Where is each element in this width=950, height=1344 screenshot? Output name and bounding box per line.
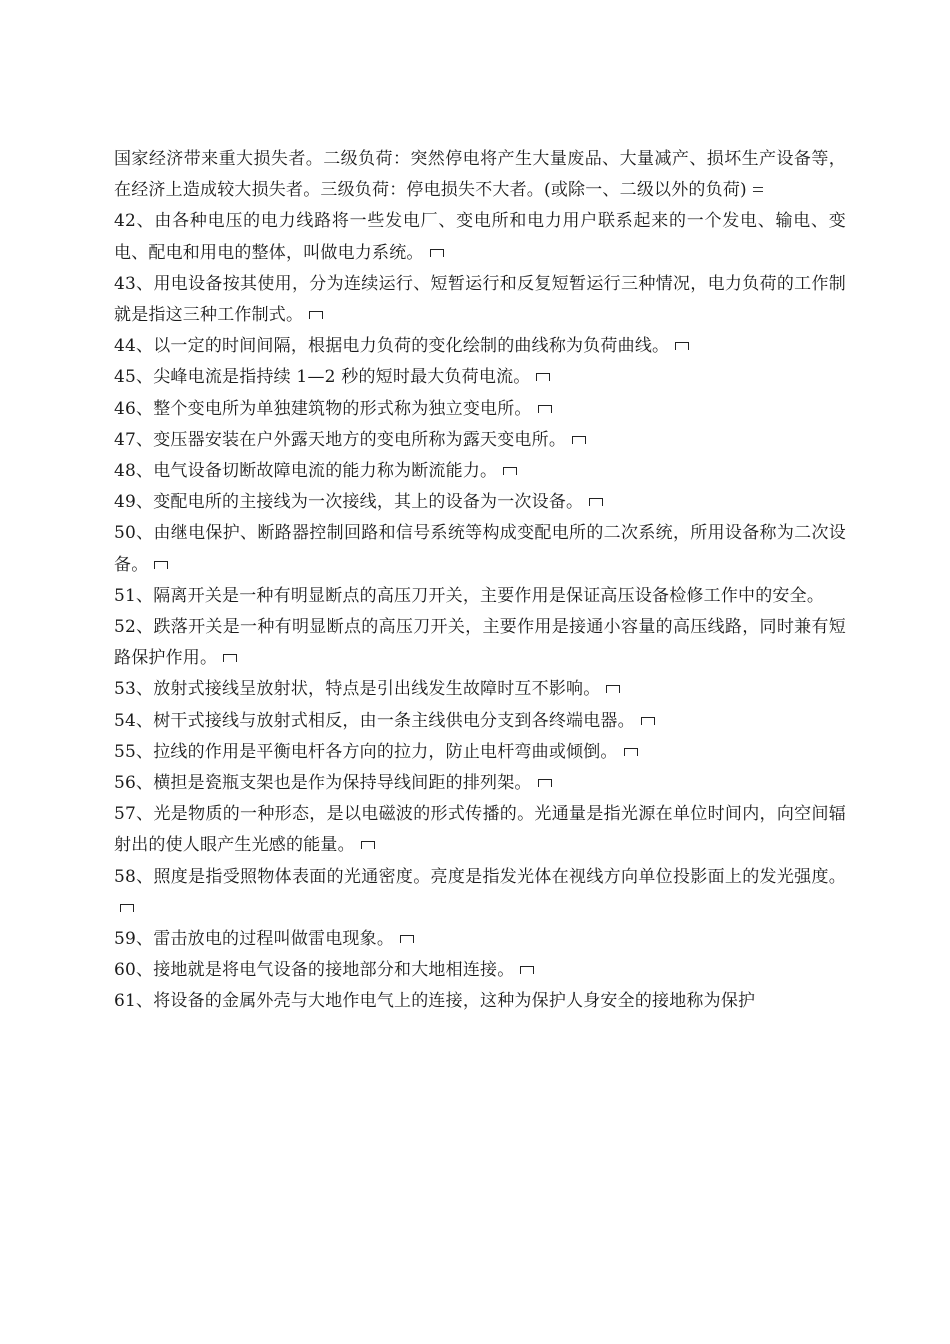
paragraph-mark-icon	[520, 966, 534, 974]
paragraph-mark-icon	[589, 498, 603, 506]
paragraph-53	[114, 674, 846, 705]
paragraph-mark-icon	[751, 185, 763, 193]
paragraph-mark-icon	[606, 685, 620, 693]
paragraph-48	[114, 456, 846, 487]
paragraph-text: 49、变配电所的主接线为一次接线，其上的设备为一次设备。	[114, 492, 584, 513]
paragraph-50	[114, 518, 846, 580]
paragraph-51	[114, 581, 846, 612]
paragraph-text: 60、接地就是将电气设备的接地部分和大地相连接。	[114, 960, 515, 981]
paragraph-text: 61、将设备的金属外壳与大地作电气上的连接，这种为保护人身安全的接地称为保护	[114, 991, 756, 1012]
paragraph-58	[114, 862, 846, 924]
paragraph-mark-icon	[223, 654, 237, 662]
paragraph-mark-icon	[361, 841, 375, 849]
paragraph-text: 59、雷击放电的过程叫做雷电现象。	[114, 929, 395, 950]
paragraph-text: 43、用电设备按其使用，分为连续运行、短暂运行和反复短暂运行三种情况，电力负荷的工作制就是指这三种工作制式。	[114, 273, 846, 326]
paragraph-mark-icon	[538, 779, 552, 787]
paragraph-mark-icon	[154, 561, 168, 569]
paragraph-mark-icon	[572, 436, 586, 444]
paragraph-0	[114, 144, 846, 206]
paragraph-text: 44、以一定的时间间隔，根据电力负荷的变化绘制的曲线称为负荷曲线。	[114, 336, 670, 357]
paragraph-57	[114, 799, 846, 861]
paragraph-59	[114, 924, 846, 955]
paragraph-56	[114, 768, 846, 799]
paragraph-mark-icon	[538, 405, 552, 413]
paragraph-61	[114, 986, 846, 1017]
paragraph-49	[114, 487, 846, 518]
paragraph-text: 48、电气设备切断故障电流的能力称为断流能力。	[114, 461, 498, 482]
paragraph-44	[114, 331, 846, 362]
paragraph-42	[114, 206, 846, 268]
document-body	[114, 144, 846, 1018]
paragraph-mark-icon	[503, 467, 517, 475]
paragraph-mark-icon	[624, 748, 638, 756]
paragraph-text: 53、放射式接线呈放射状，特点是引出线发生故障时互不影响。	[114, 679, 601, 700]
paragraph-text: 47、变压器安装在户外露天地方的变电所称为露天变电所。	[114, 429, 567, 450]
paragraph-text: 45、尖峰电流是指持续 1—2 秒的短时最大负荷电流。	[114, 367, 531, 388]
paragraph-mark-icon	[641, 717, 655, 725]
paragraph-mark-icon	[675, 342, 689, 350]
paragraph-text: 56、横担是瓷瓶支架也是作为保持导线间距的排列架。	[114, 773, 532, 794]
paragraph-text: 国家经济带来重大损失者。二级负荷：突然停电将产生大量废品、大量减产、损坏生产设备等，在经济上造成较大损失者。三级负荷：停电损失不大者。(或除一、二级以外的负荷)	[114, 149, 846, 201]
paragraph-54	[114, 706, 846, 737]
paragraph-text: 51、隔离开关是一种有明显断点的高压刀开关，主要作用是保证高压设备检修工作中的安全。	[114, 585, 825, 606]
paragraph-text: 50、由继电保护、断路器控制回路和信号系统等构成变配电所的二次系统，所用设备称为二次设备。	[114, 523, 846, 575]
paragraph-45	[114, 362, 846, 393]
paragraph-46	[114, 394, 846, 425]
paragraph-text: 55、拉线的作用是平衡电杆各方向的拉力，防止电杆弯曲或倾倒。	[114, 741, 618, 762]
paragraph-text: 54、树干式接线与放射式相反，由一条主线供电分支到各终端电器。	[114, 710, 635, 731]
paragraph-mark-icon	[120, 904, 134, 912]
paragraph-text: 42、由各种电压的电力线路将一些发电厂、变电所和电力用户联系起来的一个发电、输电、变电、配电和用电的整体，叫做电力系统。	[114, 211, 846, 263]
paragraph-55	[114, 737, 846, 768]
paragraph-text: 58、照度是指受照物体表面的光通密度。亮度是指发光体在视线方向单位投影面上的发光强度。	[114, 866, 846, 887]
paragraph-mark-icon	[536, 373, 550, 381]
paragraph-60	[114, 955, 846, 986]
paragraph-text: 57、光是物质的一种形态，是以电磁波的形式传播的。光通量是指光源在单位时间内，向空间辐射出的使人眼产生光感的能量。	[114, 804, 846, 856]
paragraph-mark-icon	[400, 935, 414, 943]
paragraph-mark-icon	[309, 311, 323, 319]
paragraph-text: 46、整个变电所为单独建筑物的形式称为独立变电所。	[114, 398, 532, 419]
paragraph-47	[114, 425, 846, 456]
paragraph-43	[114, 269, 846, 331]
paragraph-text: 52、跌落开关是一种有明显断点的高压刀开关，主要作用是接通小容量的高压线路，同时兼有短路保护作用。	[114, 617, 846, 669]
paragraph-mark-icon	[430, 249, 444, 257]
paragraph-52	[114, 612, 846, 674]
